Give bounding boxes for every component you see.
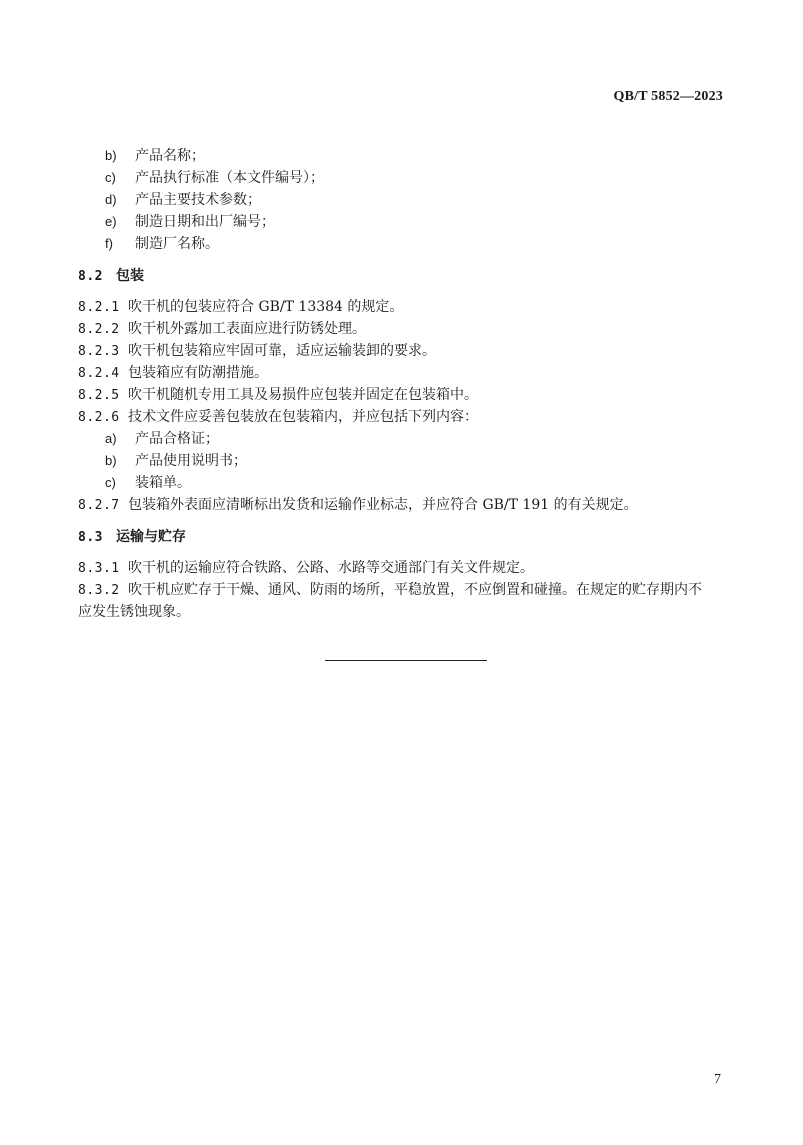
list-text: 产品使用说明书；: [135, 453, 247, 469]
clause-8-2-7: [78, 495, 638, 516]
list-text: 产品合格证；: [135, 431, 219, 447]
list-item: [105, 146, 205, 166]
list-text: 制造厂名称。: [135, 236, 219, 252]
list-item: [105, 168, 324, 188]
section-title: 运输与贮存: [116, 529, 186, 545]
list-text: 产品执行标准（本文件编号）；: [135, 170, 324, 186]
clause-number: 8.3.2: [78, 583, 120, 598]
list-item: [105, 190, 261, 210]
clause-number: 8.3.1: [78, 561, 120, 576]
clause-8-2-3: [78, 341, 436, 362]
section-heading-8-2: [78, 266, 144, 287]
clause-number: 8.2.1: [78, 300, 120, 315]
clause-text: 吹干机的包装应符合 GB/T 13384 的规定。: [128, 299, 404, 315]
clause-number: 8.2.7: [78, 498, 120, 513]
section-number: 8.3: [78, 530, 103, 545]
list-item: [105, 429, 219, 449]
end-divider: [325, 660, 487, 661]
clause-8-2-6: [78, 407, 478, 428]
clause-8-3-2: [78, 580, 702, 601]
clause-8-3-2-continuation: 应发生锈蚀现象。: [78, 604, 190, 620]
clause-text: 吹干机包装箱应牢固可靠，适应运输装卸的要求。: [128, 343, 436, 359]
list-text: 产品主要技术参数；: [135, 192, 261, 208]
section-title: 包装: [116, 268, 144, 284]
list-item: [105, 473, 191, 493]
list-marker: a): [105, 431, 117, 446]
list-marker: e): [105, 214, 117, 229]
list-marker: c): [105, 170, 116, 185]
clause-text: 包装箱应有防潮措施。: [128, 365, 268, 381]
section-heading-8-3: [78, 527, 186, 548]
clause-text: 吹干机的运输应符合铁路、公路、水路等交通部门有关文件规定。: [128, 560, 534, 576]
list-marker: b): [105, 148, 117, 163]
clause-number: 8.2.6: [78, 410, 120, 425]
list-marker: c): [105, 475, 116, 490]
list-item: [105, 451, 247, 471]
clause-text: 吹干机外露加工表面应进行防锈处理。: [128, 321, 366, 337]
list-marker: b): [105, 453, 117, 468]
list-marker: d): [105, 192, 117, 207]
clause-number: 8.2.5: [78, 388, 120, 403]
list-text: 产品名称；: [135, 148, 205, 164]
clause-number: 8.2.4: [78, 366, 120, 381]
section-number: 8.2: [78, 269, 103, 284]
clause-text: 包装箱外表面应清晰标出发货和运输作业标志，并应符合 GB/T 191 的有关规定。: [128, 497, 638, 513]
standard-code: QB/T 5852—2023: [613, 89, 723, 104]
list-text: 装箱单。: [135, 475, 191, 491]
list-marker: f): [105, 236, 113, 251]
clause-8-3-1: [78, 558, 534, 579]
list-item: [105, 234, 219, 254]
clause-number: 8.2.2: [78, 322, 120, 337]
clause-text: 吹干机随机专用工具及易损件应包装并固定在包装箱中。: [128, 387, 478, 403]
clause-text: 技术文件应妥善包装放在包装箱内，并应包括下列内容：: [128, 409, 478, 425]
clause-8-2-1: [78, 297, 403, 318]
clause-8-2-4: [78, 363, 268, 384]
clause-text: 吹干机应贮存于干燥、通风、防雨的场所，平稳放置，不应倒置和碰撞。在规定的贮存期内不: [128, 582, 702, 598]
clause-number: 8.2.3: [78, 344, 120, 359]
page-number: 7: [714, 1072, 721, 1087]
list-text: 制造日期和出厂编号；: [135, 214, 275, 230]
clause-8-2-5: [78, 385, 478, 406]
list-item: [105, 212, 275, 232]
clause-8-2-2: [78, 319, 366, 340]
